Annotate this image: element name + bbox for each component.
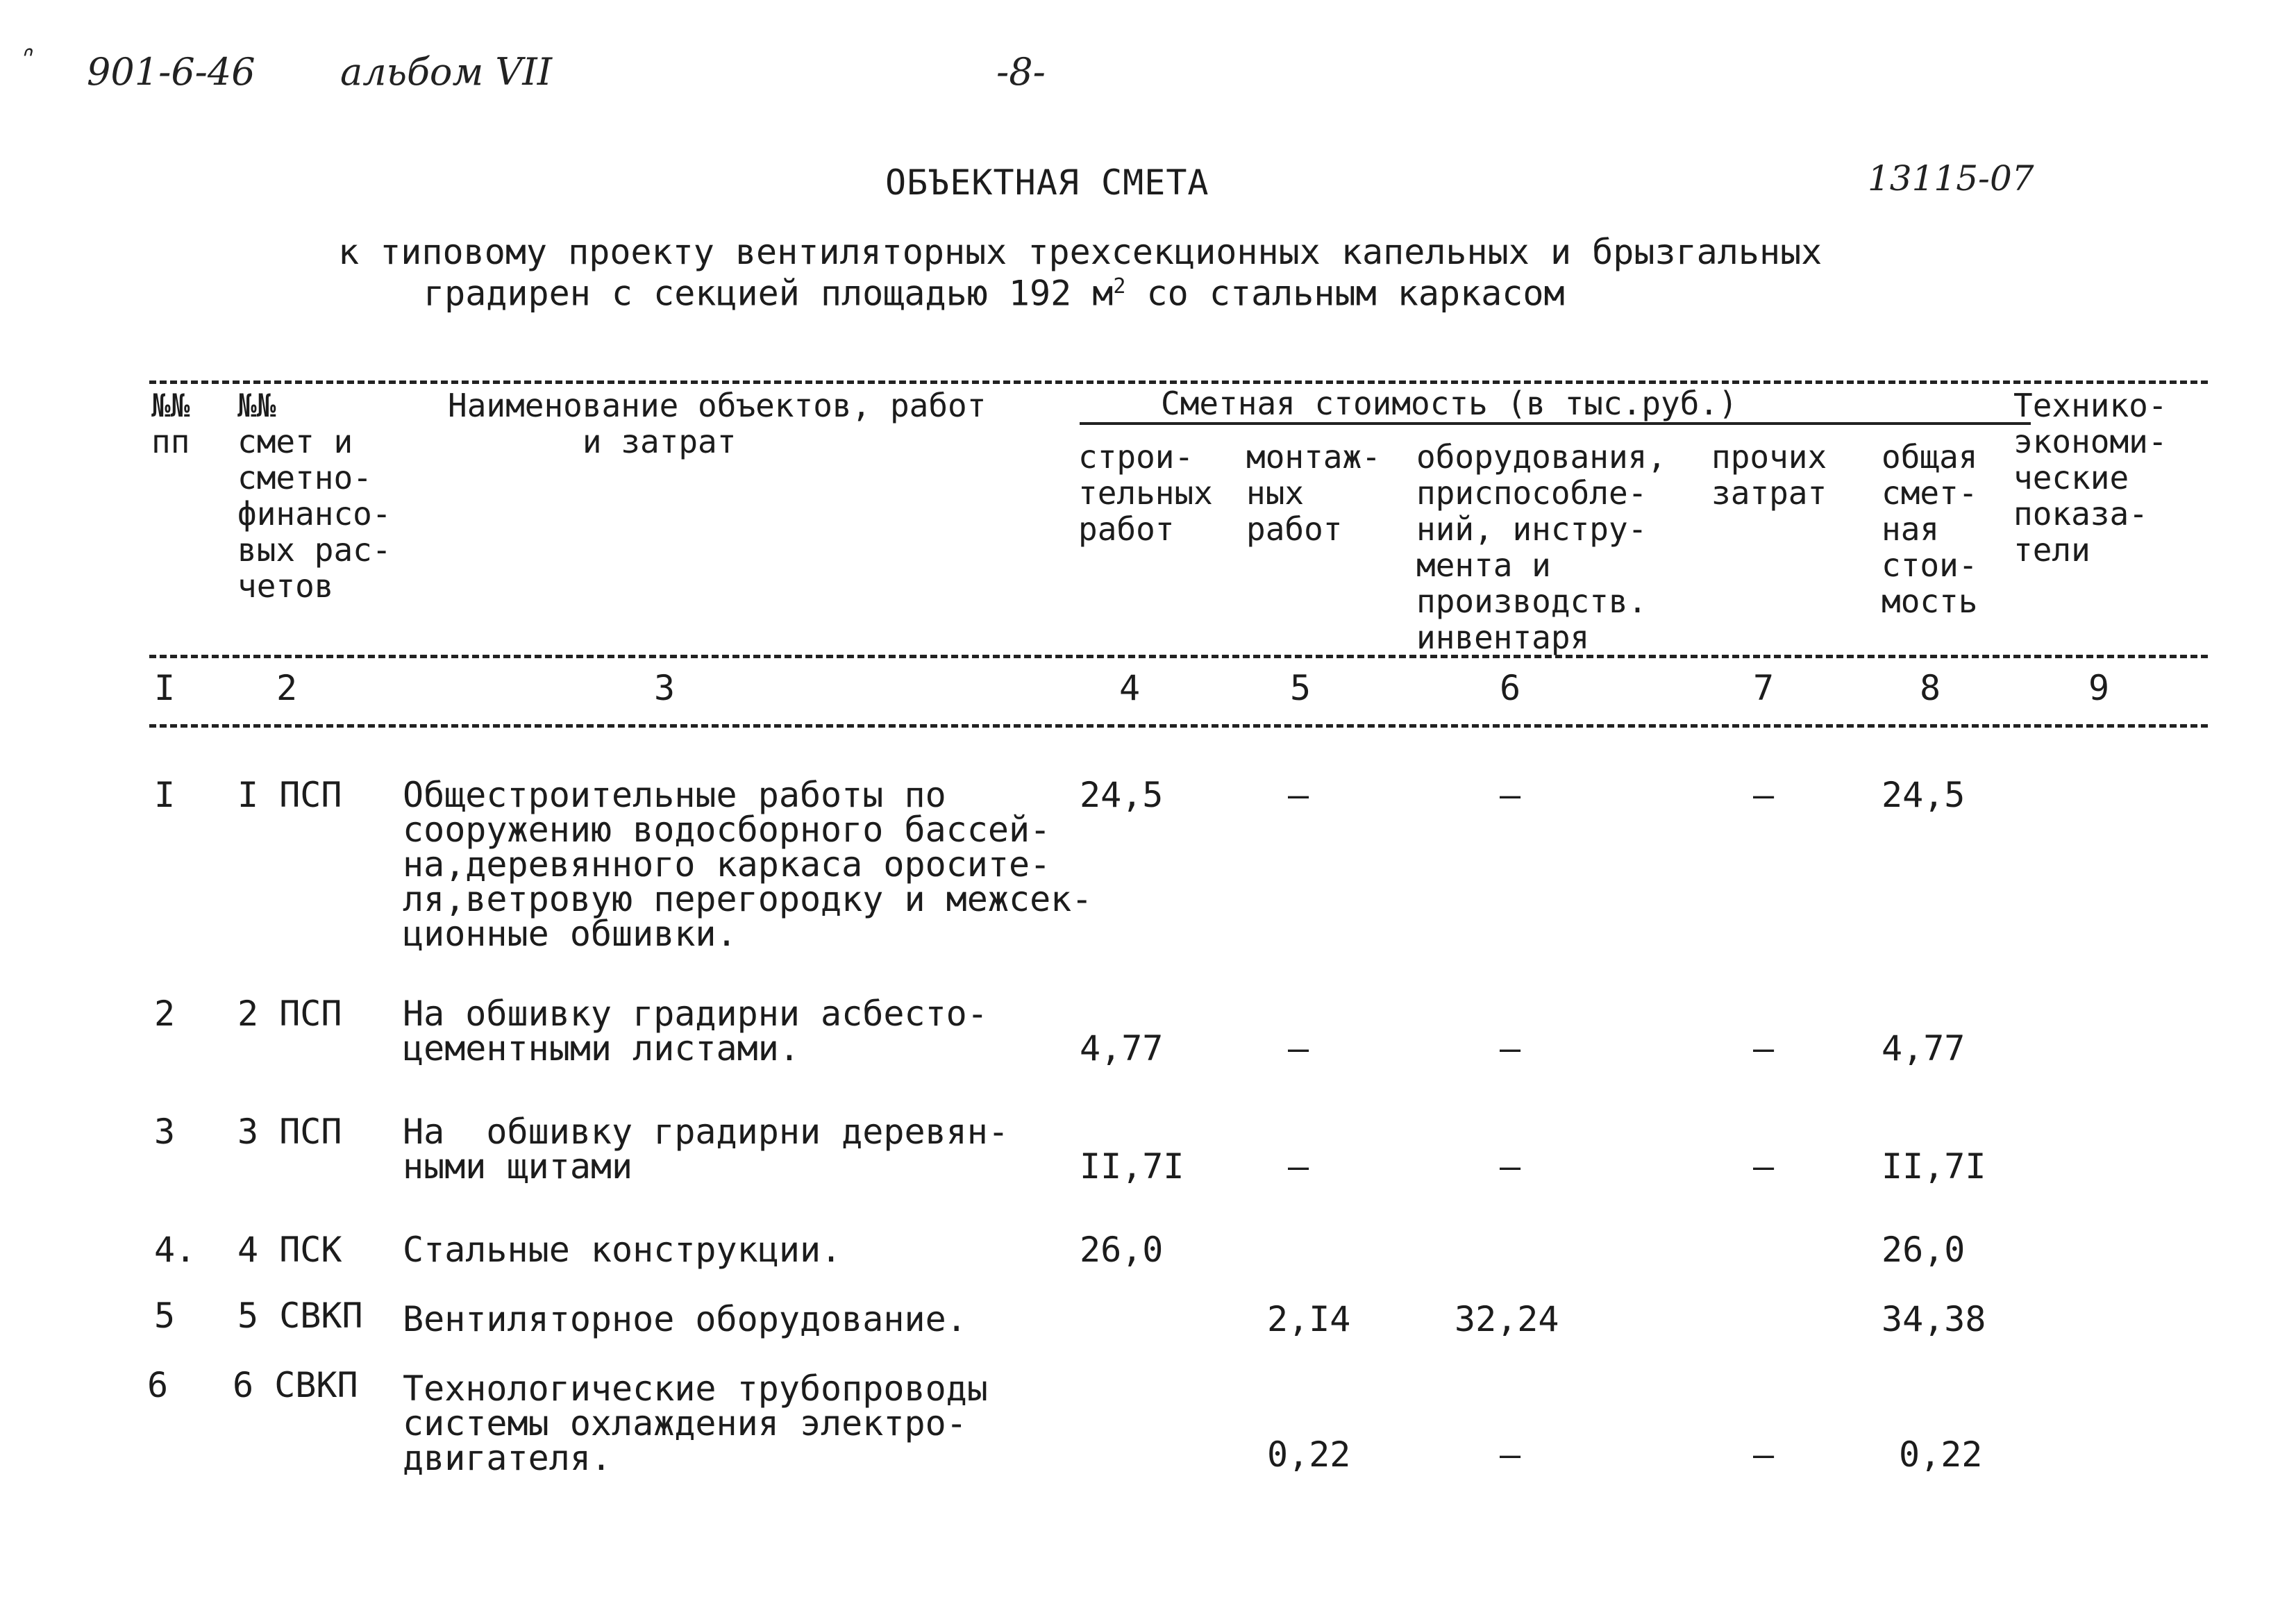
group-header-underline — [1080, 422, 2031, 425]
header-bottom-rule — [149, 655, 2208, 658]
header-technical-indicators: Технико- экономи- ческие показа- тели — [2013, 387, 2168, 569]
total-cost: 4,77 — [1882, 1028, 1966, 1069]
total-cost: 26,0 — [1882, 1230, 1966, 1270]
header-total-cost: общая смет- ная стои- мость — [1882, 438, 1978, 620]
object-name: Стальные конструкции. — [403, 1230, 842, 1270]
total-cost: 0,22 — [1899, 1434, 1983, 1475]
total-cost: II,7I — [1882, 1146, 1986, 1187]
handwritten-album: альбом VII — [340, 50, 553, 94]
estimate-code: 6 СВКП — [233, 1365, 358, 1405]
construction-cost: 26,0 — [1080, 1230, 1164, 1270]
installation-cost: – — [1288, 775, 1309, 815]
header-estimate-number: №№ смет и сметно- финансо- вых рас- четов — [237, 387, 392, 605]
row-number: I — [154, 775, 176, 815]
column-number-8: 8 — [1920, 668, 1941, 708]
row-number: 6 — [147, 1365, 169, 1405]
estimate-code: 5 СВКП — [237, 1296, 363, 1336]
subtitle-line-1: к типовому проекту вентиляторных трехсекционных капельных и брызгальных — [338, 232, 1822, 272]
equipment-cost: – — [1500, 1434, 1521, 1475]
equipment-cost: – — [1500, 775, 1521, 815]
header-equipment: оборудования, приспособле- ний, инстру- мента и производств. инвентаря — [1416, 438, 1667, 656]
subtitle-line-2: градирен с секцией площадью 192 $м^2$ со стальным каркасом — [424, 273, 1565, 314]
header-installation-works: монтаж- ных работ — [1246, 438, 1381, 548]
total-cost: 34,38 — [1882, 1299, 1986, 1339]
installation-cost: 0,22 — [1267, 1434, 1351, 1475]
row-number: 3 — [154, 1112, 176, 1152]
column-number-7: 7 — [1753, 668, 1775, 708]
other-cost: – — [1753, 775, 1775, 815]
object-name: Общестроительные работы по сооружению водосборного бассей- на,деревянного каркаса оросите- ля,ветровую перегородку и межсек- ционные обшивки. — [403, 775, 1093, 954]
column-number-2: 2 — [276, 668, 298, 708]
construction-cost: 24,5 — [1080, 775, 1164, 815]
other-cost: – — [1753, 1146, 1775, 1187]
header-cost-group: Сметная стоимость (в тыс.руб.) — [1161, 385, 1738, 422]
estimate-code: 3 ПСП — [237, 1112, 342, 1152]
construction-cost: 4,77 — [1080, 1028, 1164, 1069]
estimate-code: 4 ПСК — [237, 1230, 342, 1270]
column-number-6: 6 — [1500, 668, 1521, 708]
other-cost: – — [1753, 1434, 1775, 1475]
header-object-name: Наименование объектов, работ и затрат — [448, 387, 987, 460]
installation-cost: – — [1288, 1146, 1309, 1187]
column-number-3: 3 — [654, 668, 676, 708]
table-top-rule — [149, 380, 2208, 384]
handwritten-document-number: 13115-07 — [1868, 158, 2034, 199]
installation-cost: – — [1288, 1028, 1309, 1069]
estimate-code: 2 ПСП — [237, 994, 342, 1034]
column-number-5: 5 — [1290, 668, 1312, 708]
row-number: 4. — [154, 1230, 196, 1270]
equipment-cost: – — [1500, 1146, 1521, 1187]
document-title: ОБЪЕКТНАЯ СМЕТА — [885, 162, 1209, 203]
column-number-1: I — [154, 668, 176, 708]
handwritten-page-number: -8- — [996, 50, 1046, 94]
object-name: Вентиляторное оборудование. — [403, 1299, 967, 1339]
construction-cost: II,7I — [1080, 1146, 1184, 1187]
row-number: 5 — [154, 1296, 176, 1336]
header-row-number: №№ пп — [151, 387, 190, 460]
column-number-4: 4 — [1119, 668, 1141, 708]
object-name: Технологические трубопроводы системы охлаждения электро- двигателя. — [403, 1368, 988, 1478]
handwritten-code: 901-6-46 — [87, 50, 255, 94]
equipment-cost: – — [1500, 1028, 1521, 1069]
object-name: На обшивку градирни деревян- ными щитами — [403, 1112, 1009, 1187]
row-number: 2 — [154, 994, 176, 1034]
installation-cost: 2,I4 — [1267, 1299, 1351, 1339]
column-numbers-bottom-rule — [149, 724, 2208, 728]
column-number-9: 9 — [2088, 668, 2110, 708]
other-cost: – — [1753, 1028, 1775, 1069]
estimate-code: I ПСП — [237, 775, 342, 815]
header-construction-works: строи- тельных работ — [1078, 438, 1213, 548]
handwritten-mark: ᐢ — [19, 42, 31, 74]
total-cost: 24,5 — [1882, 775, 1966, 815]
equipment-cost: 32,24 — [1455, 1299, 1559, 1339]
header-other-costs: прочих затрат — [1711, 438, 1827, 512]
object-name: На обшивку градирни асбесто- цементными листами. — [403, 994, 988, 1069]
